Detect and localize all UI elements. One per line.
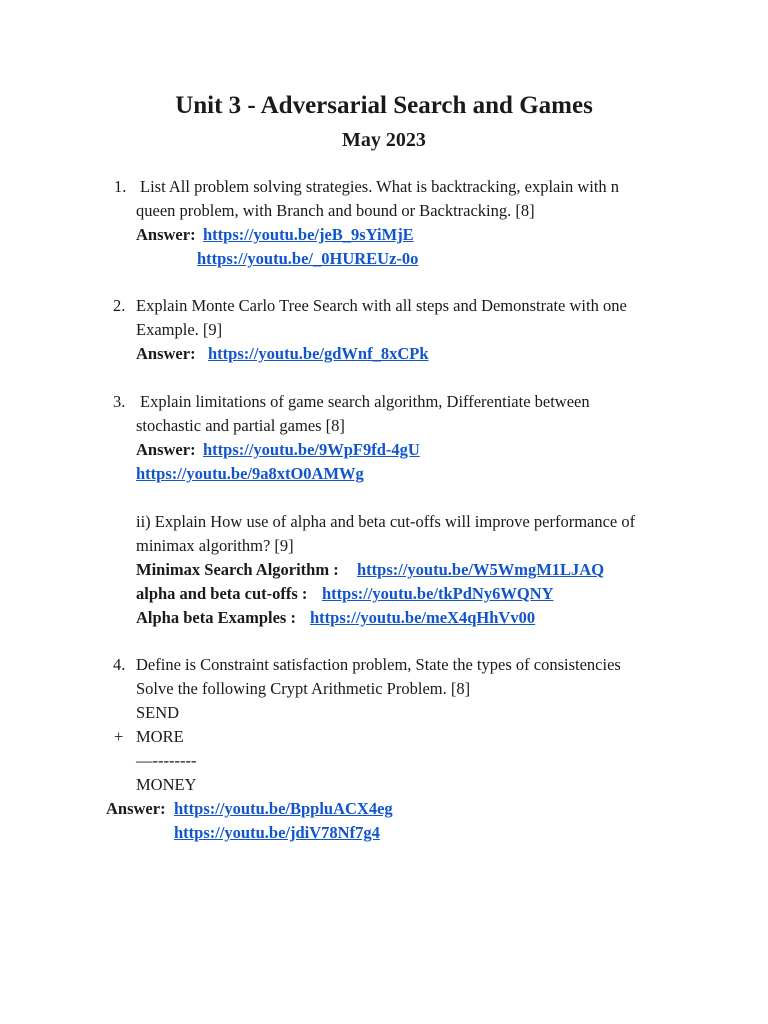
cutoffs-label: alpha and beta cut-offs : [136, 584, 308, 603]
examples-link[interactable]: https://youtu.be/meX4qHhVv00 [310, 608, 536, 627]
page-subtitle: May 2023 [342, 129, 426, 151]
answer-link[interactable]: https://youtu.be/_0HUREUz-0o [197, 249, 419, 268]
question-text-line: Example. [9] [136, 320, 223, 339]
minimax-link[interactable]: https://youtu.be/W5WmgM1LJAQ [357, 560, 605, 579]
question-text-line: Define is Constraint satisfaction problem, State the types of consistencies [136, 655, 621, 674]
examples-label: Alpha beta Examples : [136, 608, 296, 627]
subquestion-text-line: minimax algorithm? [9] [136, 536, 294, 555]
answer-label: Answer: [136, 225, 196, 244]
answer-label: Answer: [106, 799, 166, 818]
answer-link[interactable]: https://youtu.be/9a8xtO0AMWg [136, 464, 364, 483]
answer-label: Answer: [136, 440, 196, 459]
question-number: 1. [114, 177, 127, 196]
question-number: 4. [113, 655, 126, 674]
answer-link[interactable]: https://youtu.be/BppluACX4eg [174, 799, 393, 818]
answer-label: Answer: [136, 344, 196, 363]
subquestion-text-line: ii) Explain How use of alpha and beta cut-offs will improve performance of [136, 512, 636, 531]
question-text-line: List All problem solving strategies. What is backtracking, explain with n [140, 177, 620, 196]
answer-link[interactable]: https://youtu.be/jeB_9sYiMjE [203, 225, 414, 244]
puzzle-more: MORE [136, 727, 184, 746]
page-title: Unit 3 - Adversarial Search and Games [175, 92, 593, 119]
puzzle-plus-sign: + [114, 727, 124, 746]
cutoffs-link[interactable]: https://youtu.be/tkPdNy6WQNY [322, 584, 554, 603]
puzzle-divider: —-------- [136, 751, 197, 770]
puzzle-money: MONEY [136, 775, 197, 794]
minimax-label: Minimax Search Algorithm : [136, 560, 339, 579]
answer-link[interactable]: https://youtu.be/9WpF9fd-4gU [203, 440, 420, 459]
answer-link[interactable]: https://youtu.be/jdiV78Nf7g4 [174, 823, 380, 842]
question-text-line: stochastic and partial games [8] [136, 416, 345, 435]
question-number: 2. [113, 296, 126, 315]
question-text-line: Explain Monte Carlo Tree Search with all steps and Demonstrate with one [136, 296, 627, 315]
answer-link[interactable]: https://youtu.be/gdWnf_8xCPk [208, 344, 429, 363]
question-number: 3. [113, 392, 126, 411]
question-text-line: Explain limitations of game search algorithm, Differentiate between [140, 392, 590, 411]
question-text-line: queen problem, with Branch and bound or Backtracking. [8] [136, 201, 535, 220]
question-text-line: Solve the following Crypt Arithmetic Problem. [8] [136, 679, 471, 698]
puzzle-send: SEND [136, 703, 180, 722]
